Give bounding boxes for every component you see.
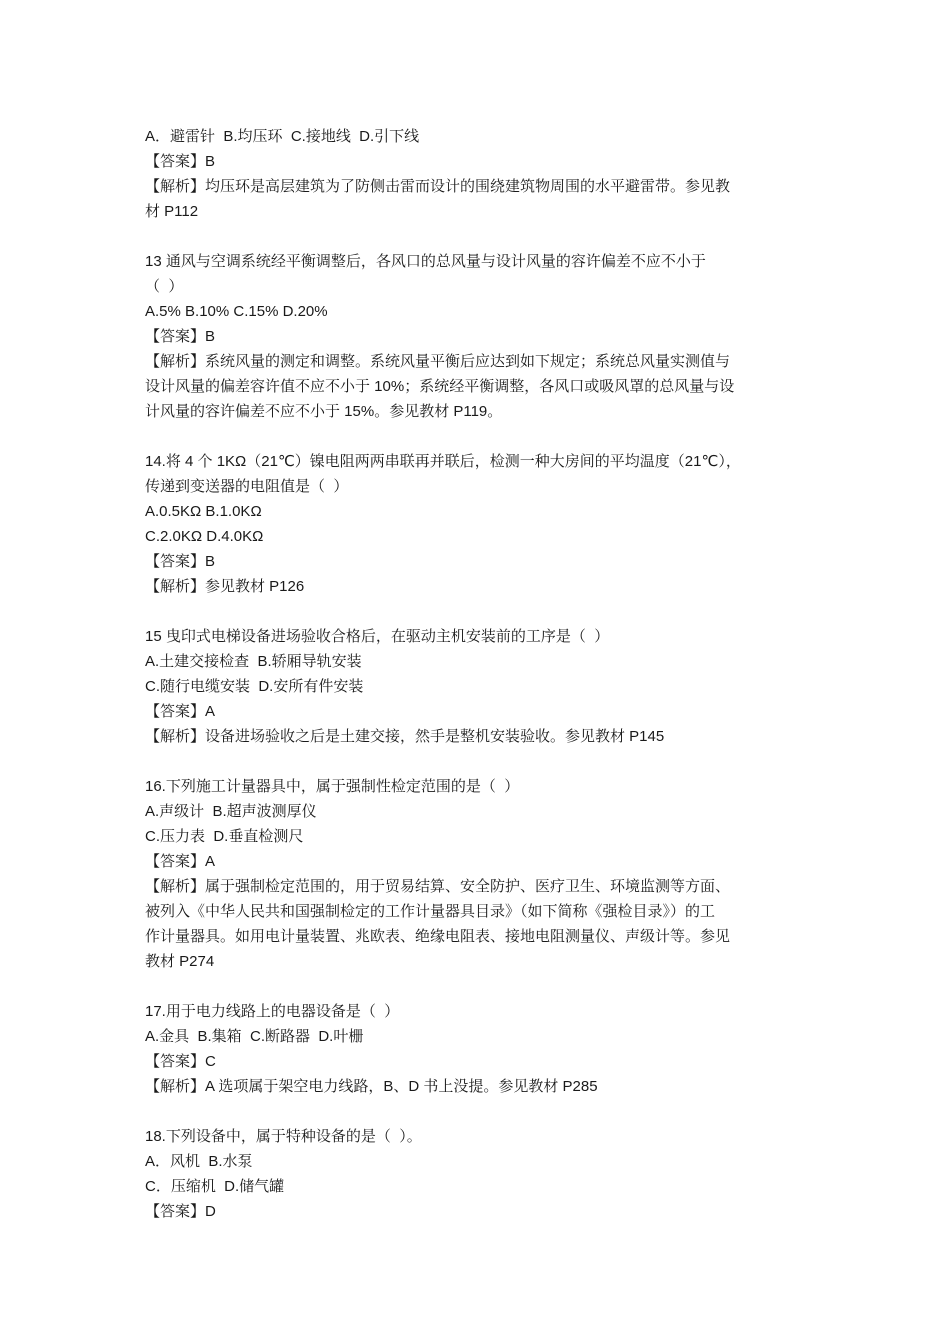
question-16-text-line-1: 16.下列施工计量器具中，属于强制性检定范围的是（ ） — [145, 778, 520, 795]
question-13-analysis-line-1: 【解析】系统风量的测定和调整。系统风量平衡后应达到如下规定；系统总风量实测值与 — [145, 353, 731, 370]
question-16-options-line-2: C.压力表 D.垂直检测尺 — [145, 828, 304, 845]
document-body — [145, 124, 810, 1224]
question-16-analysis-line-2: 被列入《中华人民共和国强制检定的工作计量器具目录》（如下简称《强检目录》）的工 — [145, 903, 716, 920]
question-16-analysis-line-3: 作计量器具。如用电计量装置、兆欧表、绝缘电阻表、接地电阻测量仪、声级计等。参见 — [145, 928, 731, 945]
question-17-options: A.金具 B.集箱 C.断路器 D.叶栅 — [145, 1028, 364, 1045]
question-13-options: A.5% B.10% C.15% D.20% — [145, 303, 328, 320]
question-12-options: A．避雷针 B.均压环 C.接地线 D.引下线 — [145, 128, 420, 145]
paragraph-gap — [145, 224, 810, 249]
question-18-options-line-2: C．压缩机 D.储气罐 — [145, 1178, 285, 1195]
question-14-options-line-2: C.2.0KΩ D.4.0KΩ — [145, 528, 264, 545]
question-18-text-line-1: 18.下列设备中，属于特种设备的是（ ）。 — [145, 1128, 422, 1145]
question-18-answer: 【答案】D — [145, 1203, 216, 1220]
paragraph-gap — [145, 424, 810, 449]
question-16-answer: 【答案】A — [145, 853, 216, 870]
paragraph-gap — [145, 599, 810, 624]
question-15-analysis-line-1: 【解析】设备进场验收之后是土建交接，然手是整机安装验收。参见教材 P145 — [145, 728, 665, 745]
question-13-text-line-2: （ ） — [145, 278, 184, 295]
question-13-analysis-line-3: 计风量的容许偏差不应不小于 15%。参见教材 P119。 — [145, 403, 503, 420]
question-15-text-line-1: 15 曳印式电梯设备进场验收合格后，在驱动主机安装前的工序是（ ） — [145, 628, 610, 645]
question-15-options-line-2: C.随行电缆安装 D.安所有件安装 — [145, 678, 364, 695]
question-17-analysis-line-1: 【解析】A 选项属于架空电力线路，B、D 书上没提。参见教材 P285 — [145, 1078, 598, 1095]
question-14-answer: 【答案】B — [145, 553, 216, 570]
question-15-answer: 【答案】A — [145, 703, 216, 720]
question-14-analysis-line-1: 【解析】参见教材 P126 — [145, 578, 305, 595]
question-16-block — [145, 774, 810, 974]
question-13-block — [145, 249, 810, 424]
question-14-text-line-2: 传递到变送器的电阻值是（ ） — [145, 478, 349, 495]
question-17-text-line-1: 17.用于电力线路上的电器设备是（ ） — [145, 1003, 400, 1020]
paragraph-gap — [145, 974, 810, 999]
question-18-block — [145, 1124, 810, 1224]
question-13-analysis-line-2: 设计风量的偏差容许值不应不小于 10%；系统经平衡调整，各风口或吸风罩的总风量与设 — [145, 378, 735, 395]
question-13-answer: 【答案】B — [145, 328, 216, 345]
question-12-analysis-line-1: 【解析】均压环是高层建筑为了防侧击雷而设计的围绕建筑物周围的水平避雷带。参见教 — [145, 178, 731, 195]
question-14-options-line-1: A.0.5KΩ B.1.0KΩ — [145, 503, 262, 520]
question-12-analysis-line-2: 材 P112 — [145, 203, 199, 220]
question-12-block — [145, 124, 810, 224]
question-15-options-line-1: A.土建交接检查 B.轿厢导轨安装 — [145, 653, 362, 670]
question-14-text-line-1: 14.将 4 个 1KΩ（21℃）镍电阻两两串联再并联后，检测一种大房间的平均温度（21℃）， — [145, 453, 741, 470]
question-17-block — [145, 999, 810, 1099]
paragraph-gap — [145, 749, 810, 774]
question-12-answer: 【答案】B — [145, 153, 216, 170]
question-15-block — [145, 624, 810, 749]
question-13-text-line-1: 13 通风与空调系统经平衡调整后，各风口的总风量与设计风量的容许偏差不应不小于 — [145, 253, 706, 270]
paragraph-gap — [145, 1099, 810, 1124]
question-16-options-line-1: A.声级计 B.超声波测厚仪 — [145, 803, 317, 820]
question-17-answer: 【答案】C — [145, 1053, 216, 1070]
question-16-analysis-line-4: 教材 P274 — [145, 953, 215, 970]
question-16-analysis-line-1: 【解析】属于强制检定范围的，用于贸易结算、安全防护、医疗卫生、环境监测等方面、 — [145, 878, 731, 895]
question-14-block — [145, 449, 810, 599]
question-18-options-line-1: A．风机 B.水泵 — [145, 1153, 253, 1170]
